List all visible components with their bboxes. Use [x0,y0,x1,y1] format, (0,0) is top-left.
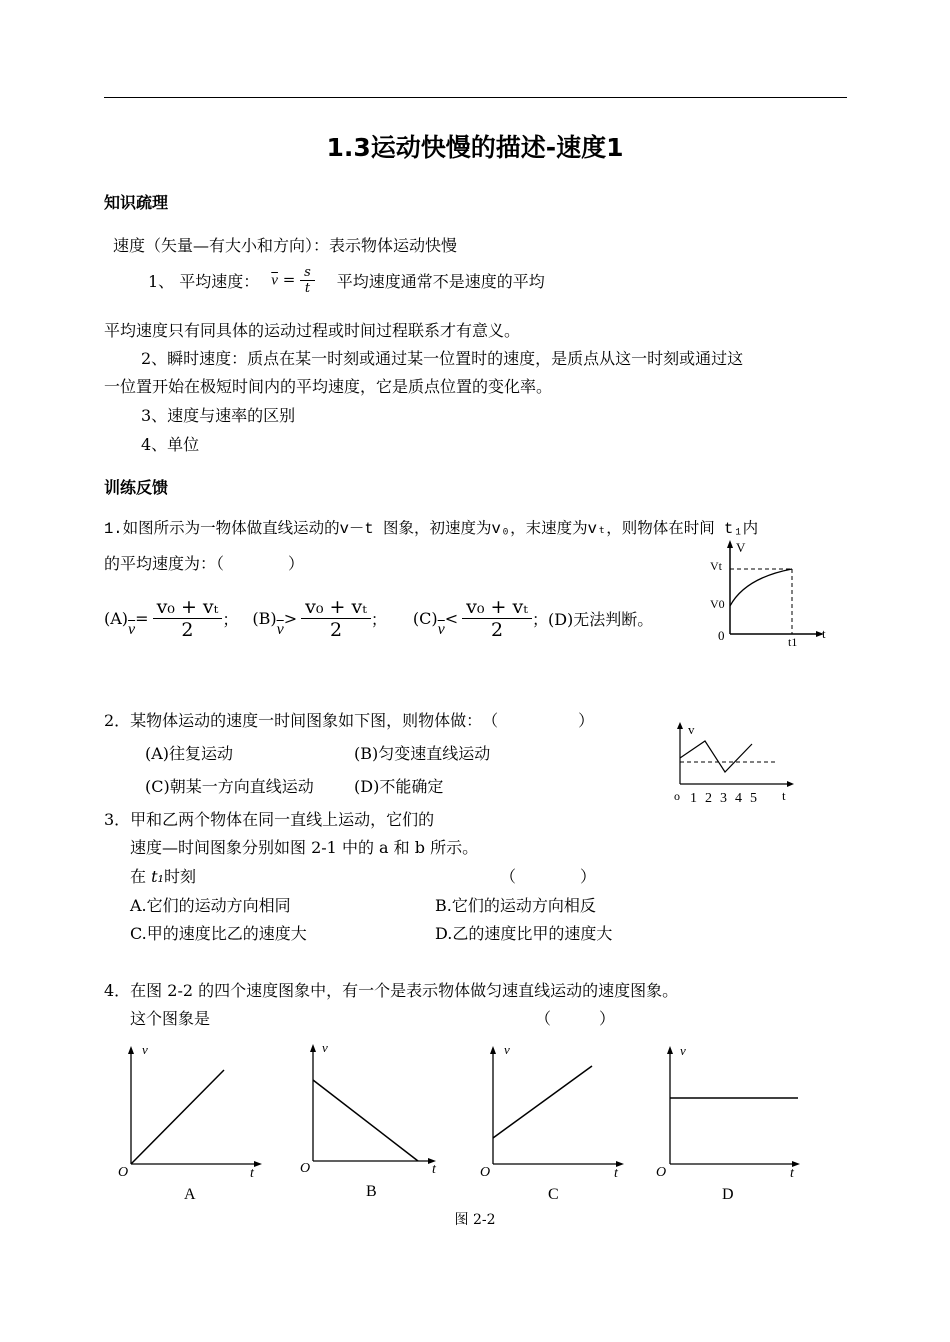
q4d-v-label: v [680,1043,686,1058]
q3-optD[interactable]: D.乙的速度比甲的速度大 [435,924,613,943]
q1-v-arrow [727,540,733,548]
q3-line3-post: 时刻 [163,867,196,886]
q4b-origin: O [300,1161,311,1176]
q4c-label: C [548,1186,559,1203]
formula-num: s [300,265,315,281]
q4d-v-arrow [667,1046,673,1054]
q1-line2: 的平均速度为：（ ） [104,554,305,573]
practice-heading: 训练反馈 [104,478,169,497]
q1-optC-label: (C) [412,609,438,628]
q1-optA-label: (A) [104,609,129,628]
q4-graph-d[interactable] [650,1040,810,1210]
q3-line3-pre: 在 [130,867,152,886]
page-title: 1.3运动快慢的描述-速度1 [326,133,624,162]
q2-tick-2: 2 [705,791,712,806]
q2-zigzag [680,741,752,772]
q4-graph-c[interactable] [472,1040,632,1210]
formula-den: t [304,281,311,296]
q1-v-label: V [736,540,746,555]
q2-v-arrow [677,722,683,729]
q4c-v-arrow [490,1046,496,1054]
q2-tick-1: 1 [690,791,697,806]
q4b-v-arrow [310,1044,316,1052]
q3-optC[interactable]: C.甲的速度比乙的速度大 [130,924,307,943]
item3: 3、速度与速率的区别 [141,406,296,425]
q1-t1-label: t1 [788,635,798,649]
q1-origin: 0 [718,628,725,643]
item1-label: 1、 平均速度： [148,272,260,291]
q4a-origin: O [118,1165,129,1180]
q3-optA[interactable]: A.它们的运动方向相同 [130,896,291,915]
q1-vt-label: Vt [710,559,722,573]
q2-stem: 2．某物体运动的速度一时间图象如下图，则物体做： （ ） [104,711,595,730]
q4-caption: 图 2-2 [454,1212,496,1228]
q1-optB-den: 2 [329,619,343,641]
q2-optC[interactable]: (C)朝某一方向直线运动 [145,777,314,796]
q2-t-arrow [787,781,794,787]
item2-line1: 2、瞬时速度：质点在某一时刻或通过某一位置时的速度，是质点从这一时刻或通过这 [141,349,744,368]
q4b-v-label: v [322,1040,328,1055]
q4a-v-arrow [128,1046,134,1054]
item1-note: 平均速度通常不是速度的平均 [336,272,545,291]
q4-graph-a[interactable] [110,1040,270,1210]
q1-optA-frac [153,596,223,641]
q1-optA-num: v₀ + vₜ [153,596,223,619]
q4a-line [131,1070,224,1164]
q4-graph-b[interactable] [290,1040,450,1210]
q4a-v-label: v [142,1042,148,1057]
q1-optA-rel: = [135,609,149,628]
q1-optA-sep: ； [222,610,239,629]
q1-options [104,596,653,641]
q1-curve [730,569,792,606]
knowledge-heading: 知识疏理 [104,193,169,212]
q4-line2: 这个图象是 [130,1009,211,1028]
item1-formula [271,265,314,296]
q1-vt-graph [700,536,840,654]
q1-v0-label: V0 [710,597,725,611]
q1-optC-frac [462,596,532,641]
q1-line1: 1.如图所示为一物体做直线运动的v－t 图象，初速度为v₀，末速度为vₜ，则物体在时间 t₁内 [104,520,759,538]
q2-vt-graph [668,720,808,810]
q3-line3-t: t₁ [151,867,164,886]
q3-line2: 速度—时间图象分别如图 2-1 中的 a 和 b 所示。 [130,838,479,857]
q4c-origin: O [480,1165,491,1180]
q1-optC-den: 2 [491,619,504,641]
q4b-line [313,1080,418,1161]
q1-t-label: t [822,626,826,641]
q1-optA-den: 2 [181,619,194,641]
q1-optB-v: $\overline{v}$ [276,620,284,638]
item1-continuation: 平均速度只有同具体的运动过程或时间过程联系才有意义。 [104,321,521,340]
q4a-t-arrow [254,1161,262,1167]
item4: 4、单位 [141,435,200,454]
q1-optB-num: v₀ + vₜ [301,596,371,619]
q2-t-label: t [782,788,786,803]
q3-paren: （ ） [500,867,597,886]
q2-v-label: v [688,722,695,737]
q4-paren: （ ） [535,1009,616,1028]
q1-optB-rel: > [283,609,298,628]
q4d-origin: O [656,1165,667,1180]
q1-optB-frac [301,596,371,641]
q4a-label: A [184,1186,196,1203]
q4c-line [493,1066,592,1138]
q2-tick-3: 3 [720,791,727,806]
header-rule [104,97,847,98]
q1-optD[interactable]: (D)无法判断。 [547,610,654,629]
q1-optC-v: $\overline{v}$ [437,620,445,638]
q1-optA[interactable] [104,596,238,641]
knowledge-intro: 速度（矢量—有大小和方向）：表示物体运动快慢 [113,236,458,255]
q4a-t-label: t [250,1166,254,1181]
q2-origin: o [674,789,680,803]
q4c-v-label: v [504,1042,510,1057]
q4b-t-label: t [432,1162,436,1177]
q1-optB-label: (B) [252,609,277,628]
q3-optB[interactable]: B.它们的运动方向相反 [435,896,596,915]
q4-line1: 4．在图 2-2 的四个速度图象中，有一个是表示物体做匀速直线运动的速度图象。 [104,981,679,1000]
q1-optC-rel: < [444,609,459,628]
formula-v: $\overline{v}$ [271,272,278,289]
q4d-label: D [722,1186,734,1203]
q2-tick-4: 4 [735,791,742,806]
q3-line1: 3．甲和乙两个物体在同一直线上运动，它们的 [104,810,435,829]
q1-optA-v: $\overline{v}$ [128,620,136,638]
q1-optC[interactable] [413,596,548,641]
q1-optC-sep: ； [531,610,548,629]
q1-optB-sep: ； [370,610,387,629]
q3-line3 [130,864,196,887]
q1-optC-num: v₀ + vₜ [462,596,532,619]
item2-line2: 一位置开始在极短时间内的平均速度，它是质点位置的变化率。 [104,377,553,396]
q2-optA[interactable]: (A)往复运动 [145,744,234,763]
knowledge-item-1 [148,265,545,296]
formula-frac [300,265,315,296]
q2-optB[interactable]: (B)匀变速直线运动 [354,744,491,763]
q2-tick-5: 5 [750,791,757,806]
formula-eq: = [282,270,296,289]
q2-optD[interactable]: (D)不能确定 [354,777,444,796]
q4b-label: B [366,1183,377,1200]
q1-optB[interactable] [252,596,387,641]
q4c-t-label: t [614,1166,618,1181]
q4d-t-label: t [790,1166,794,1181]
